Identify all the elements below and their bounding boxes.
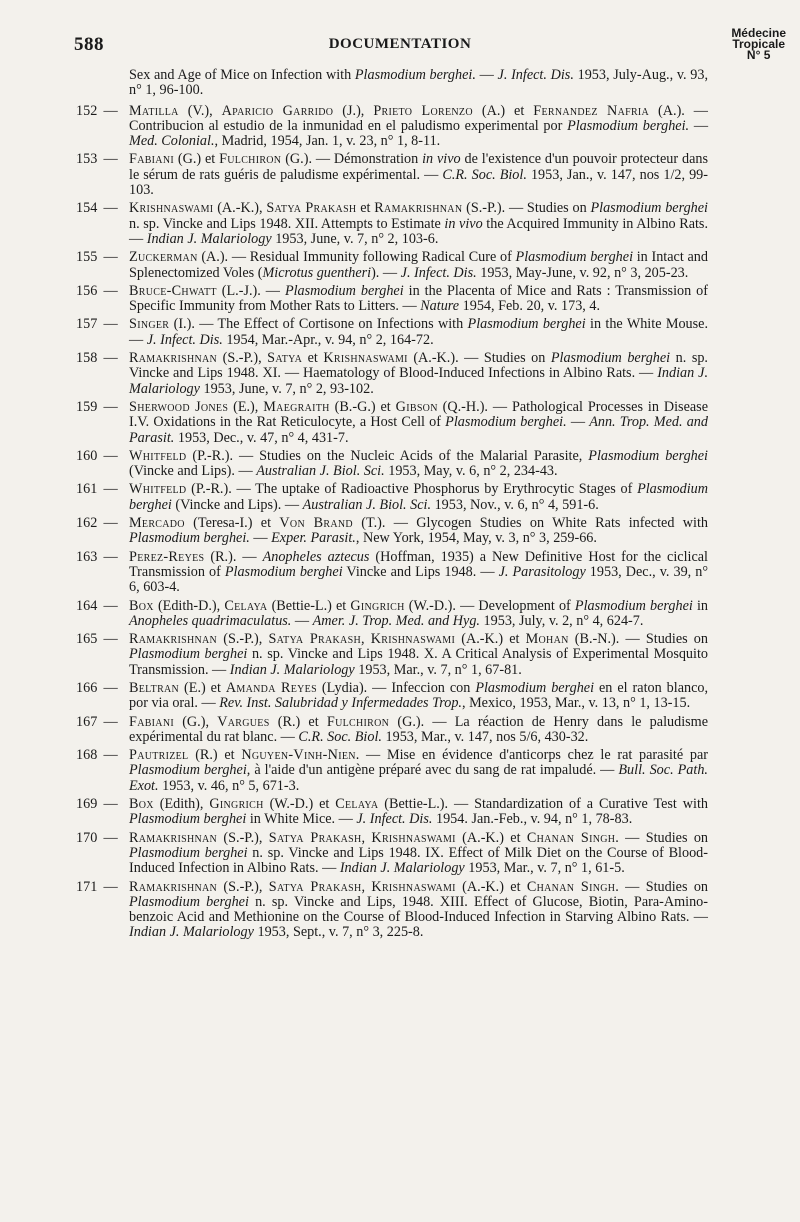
entry-text: n. sp. Vincke and Lips 1948. IX. Effect of Milk Diet on the Course of Blood-Induced Infection in Albino Rats. —	[129, 844, 708, 877]
entry-text: Vincke and Lips 1948. —	[342, 563, 499, 580]
entry-number: 161 —	[76, 481, 118, 498]
entry-text: (Lydia). — Infeccion con	[316, 679, 476, 696]
entry-text: et	[302, 350, 324, 367]
author-name: Gibson	[395, 398, 438, 415]
bibliography-entry	[76, 831, 708, 877]
entry-text: 1953, Dec., v. 47, n° 4, 431-7.	[174, 429, 349, 446]
journal-name-line2: Tropicale	[732, 37, 785, 51]
entry-text: . — Studies on	[615, 829, 709, 846]
author-name: Krishnaswami	[129, 200, 214, 217]
author-name: Chanan Singh	[526, 878, 616, 895]
author-name: Bruce-Chwatt	[129, 282, 217, 299]
entry-number: 158 —	[76, 350, 118, 367]
page-title: DOCUMENTATION	[328, 36, 472, 52]
italic-text: in vivo	[444, 215, 483, 232]
author-name: Sherwood Jones	[129, 398, 229, 415]
entry-text: ). —	[371, 264, 401, 281]
italic-text: Plasmodium berghei	[129, 481, 708, 513]
entry-number: 167 —	[76, 713, 118, 730]
italic-text: Ann. Trop. Med. and Parasit.	[129, 414, 708, 446]
entry-number-value: 156	[76, 282, 98, 299]
italic-text: Indian J. Malariology	[129, 924, 254, 941]
entry-text: (P.-R.). — Studies on the Nucleic Acids of the Malarial Parasite,	[186, 447, 589, 464]
author-name: Box	[129, 597, 154, 614]
entry-text: (A.-K.). — Studies on	[407, 350, 551, 367]
entry-text: 1954. Jan.-Feb., v. 94, n° 1, 78-83.	[432, 811, 633, 828]
bibliography-entry	[76, 681, 708, 712]
entry-text: —	[475, 67, 498, 83]
journal-issue: N° 5	[746, 48, 771, 62]
italic-text: Plasmodium berghei	[129, 811, 247, 828]
entry-text: (A.). — Residual Immunity following Radical Cure of	[197, 249, 516, 266]
entry-text: n. sp. Vincke and Lips 1948. XI. — Haematology of Blood-Induced Infections in Albino Rats. —	[129, 350, 708, 382]
bibliography-entry	[76, 599, 708, 630]
entry-text: (B.-G.) et	[329, 398, 396, 415]
author-name: Ramakrishnan	[129, 829, 218, 846]
entry-text: (Q.-H.). — Pathological Processes in Disease I.V. Oxidations in the Rat Reticulocyte, a Host Cell of	[129, 398, 708, 431]
entry-text: 1953, June, v. 7, n° 2, 103-6.	[271, 230, 439, 247]
author-name: Gingrich	[350, 597, 405, 614]
entry-text: (I.). — The Effect of Cortisone on Infections with	[169, 316, 468, 333]
entry-text: (P.-R.). — The uptake of Radioactive Phosphorus by Erythrocytic Stages of	[186, 481, 638, 498]
author-name: Celaya	[224, 597, 268, 614]
entry-number-value: 168	[76, 747, 98, 764]
author-name: Fernandez Nafria	[533, 102, 650, 119]
author-name: Box	[129, 796, 154, 813]
entry-text: —	[291, 612, 313, 629]
author-name: Beltran	[129, 679, 180, 696]
author-name: Gingrich	[209, 796, 264, 813]
italic-text: Plasmodium berghei	[515, 249, 634, 266]
bibliography-entry	[76, 250, 708, 281]
bibliography-entry	[76, 880, 708, 941]
entry-number-value: 169	[76, 796, 98, 813]
entry-text: (Bettie-L.). — Standardization of a Curative Test with	[378, 796, 709, 813]
entry-text: (A.) et	[472, 102, 534, 119]
entry-text: —	[566, 414, 590, 431]
entry-number-value: 158	[76, 350, 98, 367]
italic-text: Anopheles aztecus	[262, 548, 370, 565]
entry-number-value: 152	[76, 102, 98, 119]
bibliography-entry	[76, 482, 708, 513]
italic-text: Bull. Soc. Path. Exot.	[129, 762, 708, 794]
bibliography-entry	[76, 715, 708, 746]
entry-text: , Mexico, 1953, Mar., v. 13, n° 1, 13-15.	[461, 695, 691, 712]
entry-text: 1954, Mar.-Apr., v. 94, n° 2, 164-72.	[222, 331, 434, 348]
entry-text: n. sp. Vincke and Lips 1948. XII. Attempts to Estimate	[129, 215, 445, 232]
entry-number: 162 —	[76, 515, 118, 532]
entry-number-value: 166	[76, 679, 98, 696]
entry-number: 164 —	[76, 597, 118, 614]
author-name: Prieto Lorenzo	[373, 102, 473, 119]
entry-text: (G.). — La réaction de Henry dans le paludisme expérimental du rat blanc. —	[129, 713, 708, 745]
entry-text: n. sp. Vincke and Lips 1948. X. A Critical Analysis of Experimental Mosquito Transmission. —	[129, 646, 709, 678]
author-name: Satya Prakash	[266, 200, 357, 217]
entry-text: en el raton blanco, por via oral. —	[129, 679, 709, 712]
continuation-entry	[76, 68, 708, 99]
entry-text: (B.-N.). — Studies on	[568, 631, 708, 648]
entry-text: (S.-P.),	[217, 631, 269, 648]
journal-name-line1: Médecine	[731, 26, 786, 40]
author-name: Amanda Reyes	[225, 679, 317, 696]
entry-text: , Madrid, 1954, Jan. 1, v. 23, n° 1, 8-11.	[214, 133, 441, 150]
bibliography-entry	[76, 284, 708, 315]
italic-text: Plasmodium berghei.	[354, 67, 476, 83]
entry-number-value: 153	[76, 151, 98, 168]
entry-text: (A.). — Contribucion al estudio de la inmunidad en el paludismo experimental por	[129, 102, 708, 134]
italic-text: Anopheles quadrimaculatus.	[129, 612, 292, 629]
entry-number: 170 —	[76, 829, 118, 846]
entry-text: (R.) et	[188, 747, 242, 764]
entry-text: in White Mice. —	[246, 811, 357, 828]
italic-text: Plasmodium berghei	[467, 316, 586, 333]
italic-text: Amer. J. Trop. Med. and Hyg.	[312, 612, 480, 629]
author-name: Ramakrishnan	[129, 878, 218, 895]
entry-number: 163 —	[76, 548, 118, 565]
author-name: Fabiani	[129, 151, 174, 168]
entry-text: (A.-K.) et	[455, 878, 527, 895]
italic-text: Plasmodium berghei.	[567, 117, 690, 134]
italic-text: Plasmodium berghei.	[129, 530, 250, 547]
author-name: Satya Prakash	[268, 878, 362, 895]
entry-text: (G.),	[174, 713, 218, 730]
author-name: Ramakrishnan	[129, 350, 218, 367]
entry-number: 168 —	[76, 747, 118, 764]
bibliography-entry	[76, 516, 708, 547]
entry-text: 1953, May, v. 6, n° 2, 234-43.	[384, 463, 558, 480]
entry-text: (L.-J.). —	[216, 282, 285, 299]
bibliography-entry	[76, 400, 708, 446]
entry-text: 1953, v. 46, n° 5, 671-3.	[158, 777, 300, 794]
journal-label	[731, 28, 786, 61]
entry-text: (E.) et	[179, 679, 226, 696]
entry-text: 1953, July-Aug., v. 93, n° 1, 96-100.	[129, 67, 709, 99]
italic-text: Plasmodium berghei	[129, 893, 249, 910]
entry-number: 155 —	[76, 249, 118, 266]
entry-text: (A.-K.),	[213, 200, 267, 217]
author-name: Maegraith	[263, 398, 330, 415]
entry-number-value: 159	[76, 398, 98, 415]
entry-text: (V.),	[178, 102, 222, 119]
italic-text: Med. Colonial.	[129, 133, 215, 150]
italic-text: Microtus guentheri	[262, 264, 372, 281]
entry-text: (S.-P.). — Studies on	[462, 200, 591, 217]
entry-text: 1953, June, v. 7, n° 2, 93-102.	[199, 380, 374, 397]
entry-text: (Hoffman, 1935) a New Definitive Host for the ciclical Transmission of	[129, 548, 708, 580]
entry-number-value: 157	[76, 316, 98, 333]
entry-text: Sex and Age of Mice on Infection with	[129, 67, 355, 83]
bibliography-entry	[76, 748, 708, 794]
entry-text: (W.-D.) et	[263, 796, 336, 813]
entry-text: (A.-K.) et	[455, 829, 527, 846]
entry-text: (A.-K.) et	[455, 631, 526, 648]
italic-text: Rev. Inst. Salubridad y Infermedades Trop.	[219, 695, 462, 712]
bibliography-entry	[76, 550, 708, 596]
italic-text: Australian J. Biol. Sci.	[302, 496, 432, 513]
entry-text: 1953, Mar., v. 7, n° 1, 67-81.	[354, 661, 522, 678]
entry-number: 154 —	[76, 200, 118, 217]
entry-text: (S.-P.),	[217, 350, 268, 367]
entry-text: 1954, Feb. 20, v. 173, 4.	[459, 298, 601, 315]
author-name: Matilla	[129, 102, 179, 119]
italic-text: Plasmodium berghei	[475, 679, 595, 696]
italic-text: C.R. Soc. Biol.	[298, 728, 382, 745]
entry-text: in the White Mouse. —	[129, 316, 709, 348]
italic-text: Australian J. Biol. Sci.	[256, 463, 385, 480]
italic-text: Plasmodium berghei	[129, 646, 248, 663]
italic-text: Nature	[420, 298, 460, 315]
bibliography-entry	[76, 351, 708, 397]
bibliography-list	[76, 68, 708, 944]
author-name: Singer	[129, 316, 170, 333]
entry-number: 169 —	[76, 796, 118, 813]
entry-text: . — Mise en évidence d'anticorps chez le rat parasité par	[355, 747, 708, 764]
entry-text: in the Placenta of Mice and Rats : Transmission of Specific Immunity from Mother Rats to Litters. —	[129, 282, 708, 315]
entry-text: the Acquired Immunity in Albino Rats. —	[129, 215, 708, 247]
entry-number-value: 165	[76, 631, 98, 648]
page-number: 588	[74, 34, 104, 55]
italic-text: J. Infect. Dis.	[400, 264, 477, 281]
entry-number: 166 —	[76, 679, 118, 696]
entry-number: 156 —	[76, 282, 118, 299]
bibliography-entry	[76, 632, 708, 678]
author-name: Fulchiron	[326, 713, 390, 730]
bibliography-entry	[76, 449, 708, 480]
entry-text: (W.-D.). — Development of	[404, 597, 575, 614]
author-name: Nguyen-Vinh-Nien	[241, 747, 356, 764]
entry-text: n. sp. Vincke and Lips, 1948. XIII. Effect of Glucose, Biotin, Para-Amino-benzoic Acid and Methionine on the Course of Blood-Induced Infection in Starving Albino Rats. —	[129, 893, 709, 926]
entry-text: et	[356, 200, 375, 217]
author-name: Von Brand	[279, 515, 353, 532]
author-name: Krishnaswami	[371, 829, 456, 846]
entry-text: —	[249, 530, 272, 547]
italic-text: C.R. Soc. Biol.	[442, 166, 527, 183]
entry-number: 157 —	[76, 316, 118, 333]
entry-text: à l'aide d'un antigène préparé avec du sang de rat impaludé. —	[250, 762, 619, 779]
italic-text: J. Parasitology	[498, 563, 586, 580]
entry-text: in Intact and Splenectomized Voles (	[129, 249, 708, 281]
bibliography-entry	[76, 317, 708, 348]
entry-number-value: 154	[76, 200, 98, 217]
italic-text: Plasmodium berghei	[574, 597, 693, 614]
author-name: Whitfeld	[129, 481, 187, 498]
italic-text: J. Infect. Dis.	[497, 67, 574, 83]
entry-text: . — Studies on	[615, 878, 709, 895]
italic-text: Indian J. Malariology	[146, 230, 272, 247]
entry-text: 1953, Mar., v. 7, n° 1, 61-5.	[464, 860, 625, 877]
entry-text: , New York, 1954, May, v. 3, n° 3, 259-66.	[355, 530, 597, 547]
entry-text: 1953, July, v. 2, n° 4, 624-7.	[479, 612, 644, 629]
author-name: Satya Prakash	[268, 829, 362, 846]
author-name: Satya Prakash	[268, 631, 361, 648]
entry-text: (S.-P.),	[217, 829, 269, 846]
author-name: Celaya	[335, 796, 379, 813]
italic-text: Plasmodium berghei	[588, 447, 709, 464]
italic-text: Indian J. Malariology	[129, 365, 709, 397]
author-name: Fabiani	[129, 713, 174, 730]
entry-text: ,	[361, 829, 372, 846]
entry-number-value: 167	[76, 713, 98, 730]
entry-text: —	[689, 117, 709, 134]
entry-number: 152 —	[76, 102, 118, 119]
entry-text: (Vincke and Lips). —	[129, 463, 257, 480]
author-name: Krishnaswami	[371, 878, 456, 895]
bibliography-entry	[76, 201, 708, 247]
author-name: Zuckerman	[129, 249, 198, 266]
entry-number-value: 164	[76, 597, 98, 614]
entry-text: (Vincke and Lips). —	[171, 496, 303, 513]
entry-text: (J.),	[333, 102, 374, 119]
bibliography-entry	[76, 152, 708, 198]
italic-text: Exper. Parasit.	[271, 530, 356, 547]
italic-text: Plasmodium berghei	[224, 563, 343, 580]
bibliography-entry	[76, 104, 708, 150]
entry-number-value: 155	[76, 249, 98, 266]
entry-number: 165 —	[76, 631, 118, 648]
entry-text: 1953, Jan., v. 147, nos 1/2, 99-103.	[129, 166, 708, 199]
author-name: Fulchiron	[219, 151, 282, 168]
entry-text: (Bettie-L.) et	[267, 597, 351, 614]
author-name: Vargues	[217, 713, 270, 730]
entry-number-value: 170	[76, 829, 98, 846]
author-name: Mohan	[525, 631, 569, 648]
entry-text: ,	[361, 878, 372, 895]
italic-text: in vivo	[422, 151, 461, 168]
entry-number: 160 —	[76, 447, 118, 464]
italic-text: J. Infect. Dis.	[356, 811, 433, 828]
entry-text: 1953, Mar., v. 147, nos 5/6, 430-32.	[381, 728, 589, 745]
italic-text: J. Infect. Dis.	[146, 331, 223, 348]
entry-text: 1953, May-June, v. 92, n° 3, 205-23.	[476, 264, 689, 281]
entry-text: (Teresa-I.) et	[184, 515, 280, 532]
entry-text: (E.),	[228, 398, 264, 415]
entry-number: 171 —	[76, 878, 118, 895]
italic-text: Plasmodium berghei	[284, 282, 404, 299]
author-name: Satya	[267, 350, 303, 367]
italic-text: Indian J. Malariology	[229, 661, 355, 678]
author-name: Perez-Reyes	[129, 548, 205, 565]
italic-text: Plasmodium berghei	[129, 844, 248, 861]
entry-text: (R.) et	[269, 713, 327, 730]
italic-text: Plasmodium berghei	[590, 200, 709, 217]
author-name: Krishnaswami	[323, 350, 408, 367]
italic-text: Indian J. Malariology	[339, 860, 465, 877]
bibliography-entry	[76, 797, 708, 828]
entry-text: (T.). — Glycogen Studies on White Rats infected with	[352, 515, 708, 532]
entry-text: 1953, Dec., v. 39, n° 6, 603-4.	[129, 563, 709, 596]
entry-number-value: 163	[76, 548, 98, 565]
author-name: Ramakrishnan	[129, 631, 218, 648]
entry-text: 1953, Sept., v. 7, n° 3, 225-8.	[253, 924, 424, 941]
entry-text: de l'existence d'un pouvoir protecteur dans le sérum de rats guéris de paludisme expérimental. —	[129, 151, 708, 183]
italic-text: Plasmodium berghei	[550, 350, 671, 367]
entry-number-value: 171	[76, 878, 98, 895]
entry-number: 159 —	[76, 398, 118, 415]
entry-number-value: 162	[76, 515, 98, 532]
entry-text: in	[692, 597, 708, 614]
entry-text: 1953, Nov., v. 6, n° 4, 591-6.	[431, 496, 599, 513]
author-name: Pautrizel	[129, 747, 189, 764]
entry-text: (G.) et	[174, 151, 220, 168]
entry-text: ,	[360, 631, 371, 648]
author-name: Aparicio Garrido	[221, 102, 334, 119]
italic-text: Plasmodium berghei,	[129, 762, 251, 779]
entry-number-value: 160	[76, 447, 98, 464]
author-name: Whitfeld	[129, 447, 187, 464]
entry-text: (S.-P.),	[217, 878, 269, 895]
author-name: Chanan Singh	[526, 829, 616, 846]
entry-text: (R.). —	[204, 548, 263, 565]
italic-text: Plasmodium berghei.	[445, 414, 567, 431]
entry-number: 153 —	[76, 151, 118, 168]
entry-number-value: 161	[76, 481, 98, 498]
entry-text: (G.). — Démonstration	[281, 151, 423, 168]
author-name: Krishnaswami	[370, 631, 456, 648]
entry-text: (Edith-D.),	[153, 597, 225, 614]
author-name: Ramakrishnan	[374, 200, 463, 217]
author-name: Mercado	[129, 515, 185, 532]
entry-text: (Edith),	[153, 796, 210, 813]
